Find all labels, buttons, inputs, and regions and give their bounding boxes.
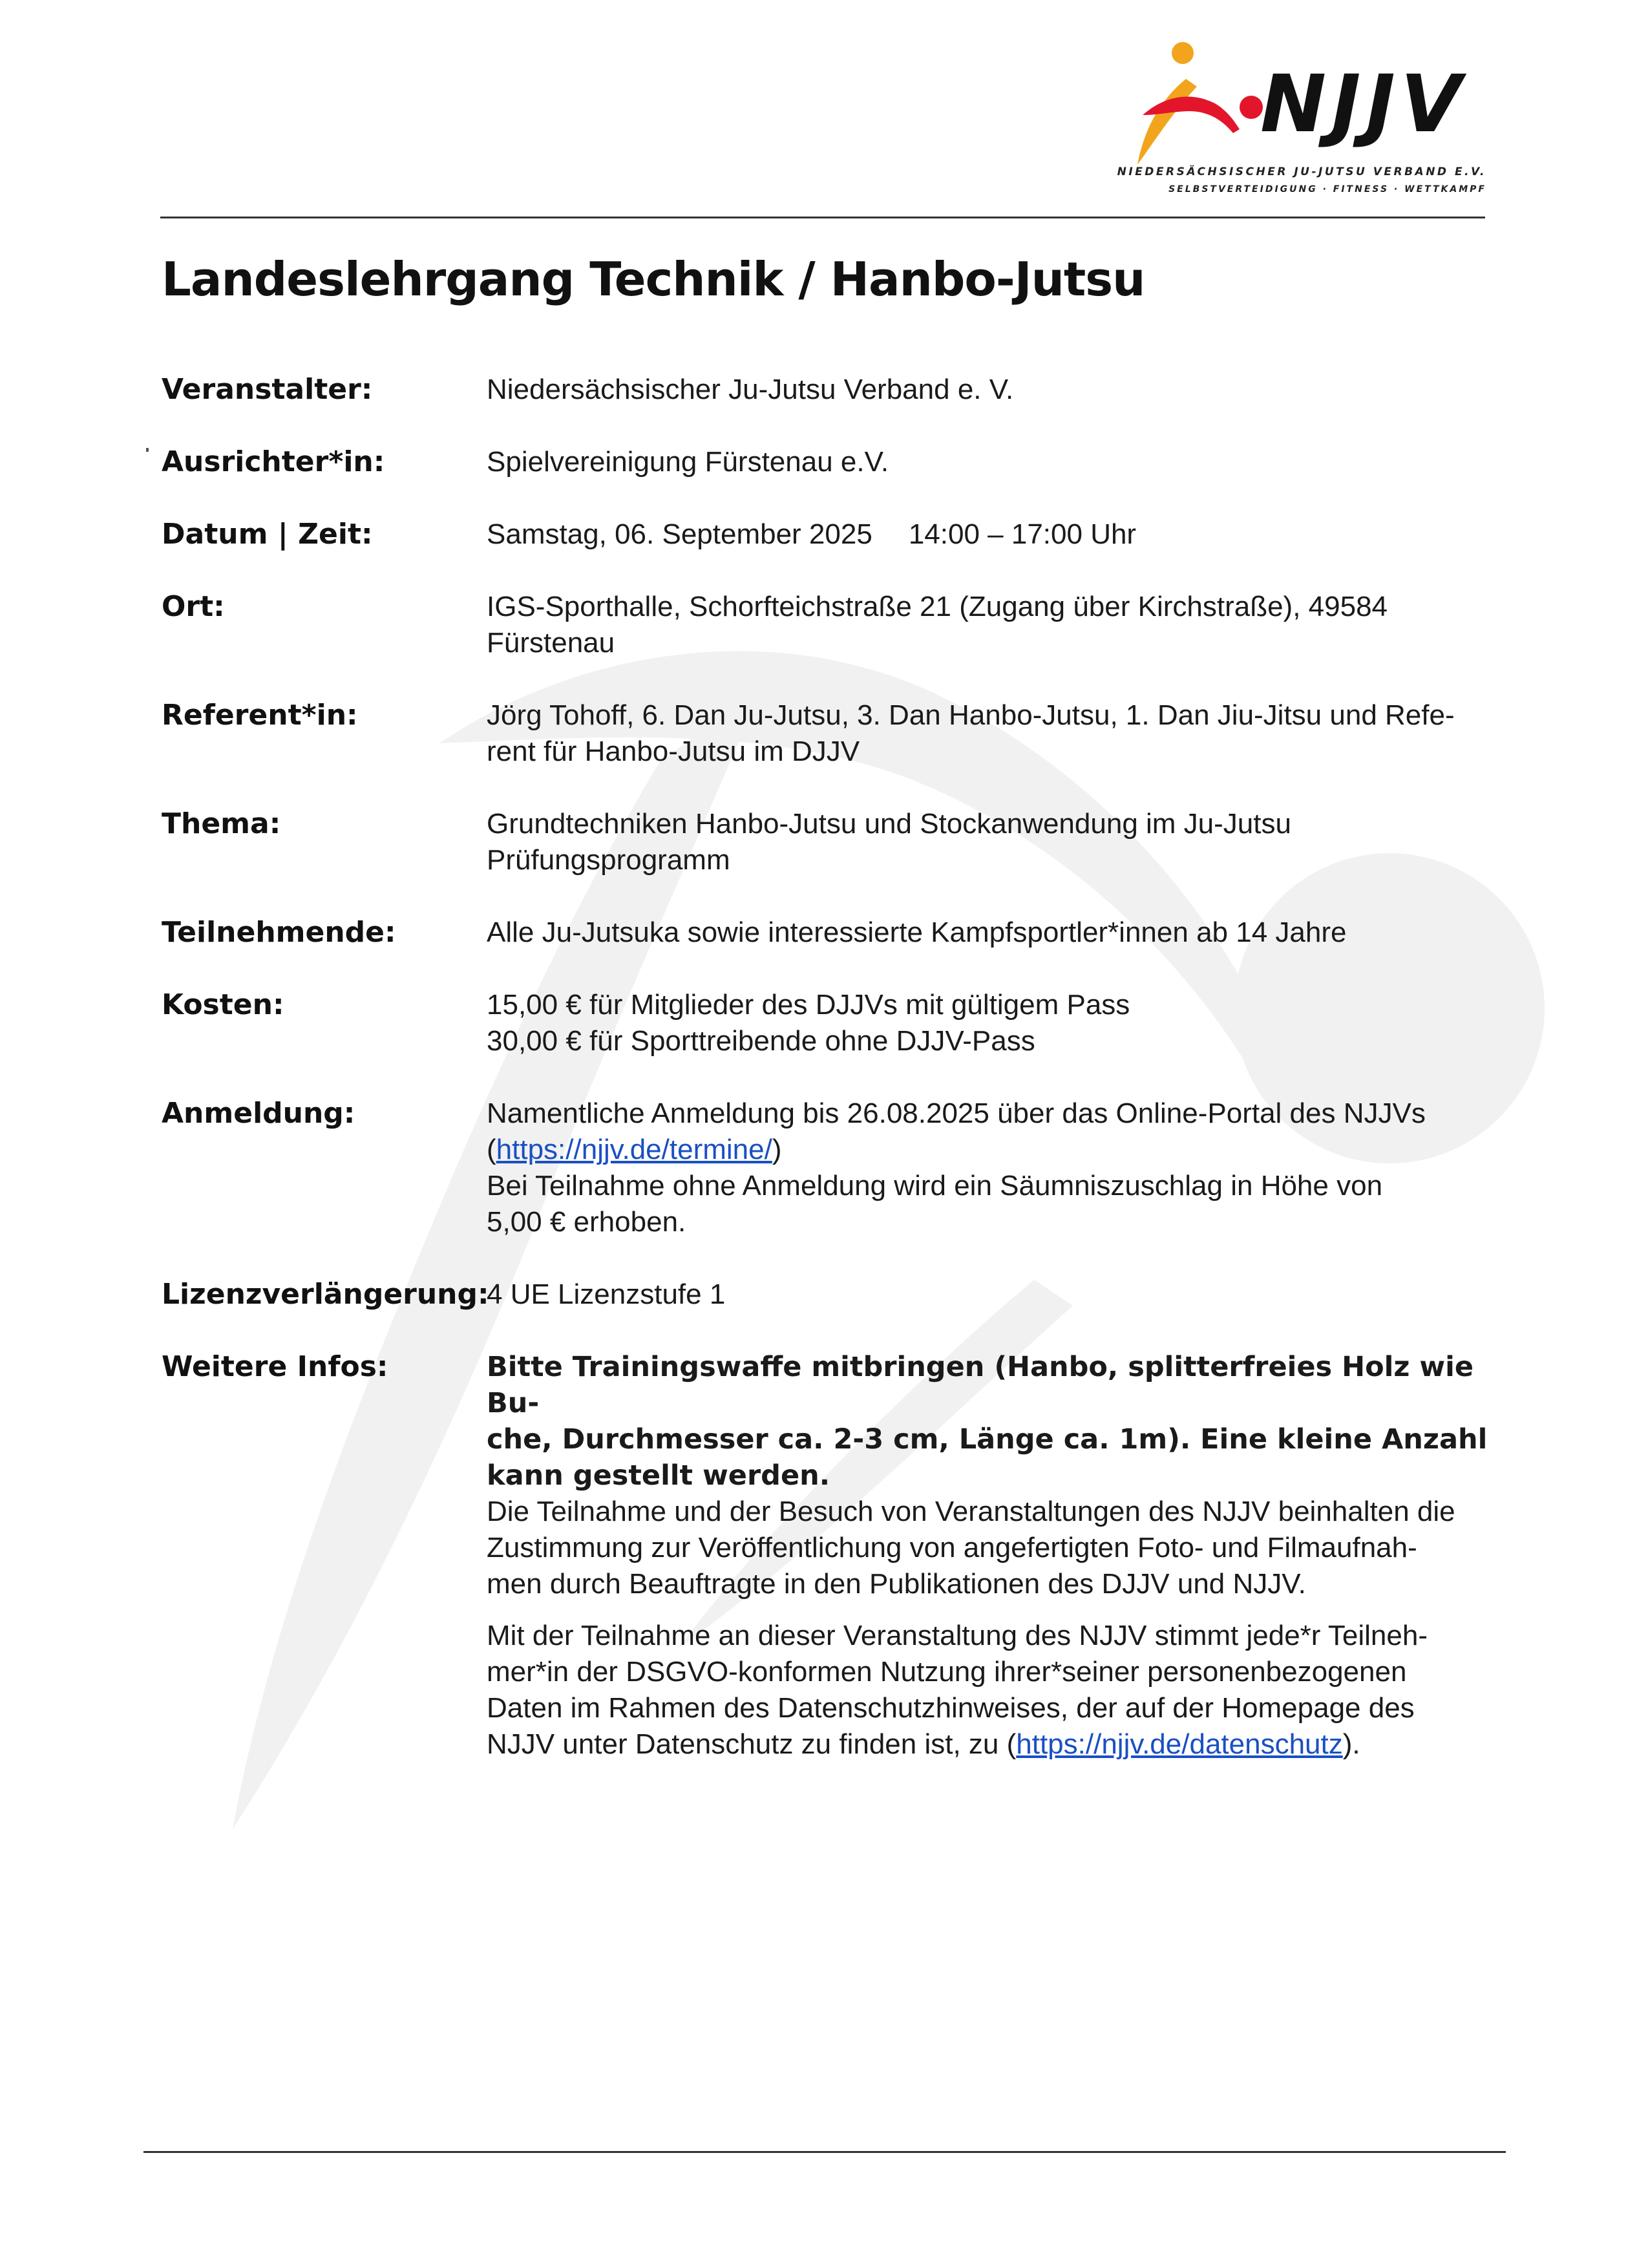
value-datum: [487, 516, 1506, 553]
ju-jutsu-figure-icon: [1125, 39, 1273, 168]
label-datum: Datum | Zeit:: [162, 518, 373, 551]
label-anmeldung: Anmeldung:: [162, 1097, 355, 1130]
value-thema: [487, 806, 1506, 878]
row-referent: [162, 697, 1506, 770]
ort-line: IGS-Sporthalle, Schorfteichstraße 21 (Zugang über Kirchstraße), 49584: [487, 591, 1388, 622]
anmeldung-link-line: [487, 1132, 1506, 1168]
label-veranstalter: Veranstalter:: [162, 373, 373, 406]
row-ort: [162, 589, 1506, 661]
paren-close: ): [772, 1134, 782, 1165]
label-lizenz: Lizenzverlängerung:: [162, 1278, 489, 1311]
row-ausrichter: [162, 444, 1506, 480]
header-divider: [160, 217, 1485, 218]
weitere-bold-line: Bitte Trainingswaffe mitbringen (Hanbo, splitterfreies Holz wie Bu-: [487, 1351, 1474, 1419]
weitere-line: men durch Beauftragte in den Publikationen des DJJV und NJJV.: [487, 1568, 1306, 1600]
page-title: Landeslehrgang Technik / Hanbo-Jutsu: [162, 252, 1145, 306]
weitere-text: ).: [1342, 1728, 1360, 1760]
datenschutz-link[interactable]: https://njjv.de/datenschutz: [1016, 1728, 1343, 1760]
anmeldung-line: Bei Teilnahme ohne Anmeldung wird ein Säumniszuschlag in Höhe von: [487, 1170, 1383, 1202]
label-ausrichter: Ausrichter*in:: [162, 445, 385, 478]
value-anmeldung: [487, 1096, 1506, 1240]
weitere-line: Zustimmung zur Veröffentlichung von angefertigten Foto- und Filmaufnah-: [487, 1532, 1417, 1563]
label-ort: Ort:: [162, 590, 225, 623]
row-veranstalter: [162, 372, 1506, 408]
row-kosten: [162, 987, 1506, 1059]
logo-wordmark: NJJV: [1260, 58, 1467, 150]
weitere-link-line: [487, 1726, 1506, 1763]
label-teilnehmende: Teilnehmende:: [162, 916, 396, 949]
value-ort: [487, 589, 1506, 661]
value-weitere: [487, 1349, 1506, 1763]
kosten-line: 30,00 € für Sporttreibende ohne DJJV-Pass: [487, 1025, 1035, 1057]
termine-link[interactable]: https://njjv.de/termine/: [496, 1134, 772, 1165]
row-anmeldung: [162, 1096, 1506, 1240]
weitere-bold-line: kann gestellt werden.: [487, 1459, 830, 1492]
row-datum: [162, 516, 1506, 553]
weitere-line: Die Teilnahme und der Besuch von Veranstaltungen des NJJV beinhalten die: [487, 1496, 1455, 1527]
value-kosten: [487, 987, 1506, 1059]
weitere-line: Daten im Rahmen des Datenschutzhinweises, der auf der Homepage des: [487, 1692, 1415, 1724]
row-teilnehmende: [162, 915, 1506, 951]
value-teilnehmende: Alle Ju-Jutsuka sowie interessierte Kampfsportler*innen ab 14 Jahre: [487, 917, 1347, 948]
njjv-logo: [1117, 39, 1486, 200]
row-lizenz: [162, 1277, 1506, 1313]
thema-line: Prüfungsprogramm: [487, 844, 730, 876]
referent-line: rent für Hanbo-Jutsu im DJJV: [487, 736, 860, 767]
footer-divider: [143, 2151, 1506, 2153]
logo-association-name: NIEDERSÄCHSISCHER JU-JUTSU VERBAND E.V.: [1117, 165, 1486, 178]
value-ausrichter: Spielvereinigung Fürstenau e.V.: [487, 446, 889, 478]
event-info-table: [162, 372, 1506, 1763]
label-thema: Thema:: [162, 807, 281, 840]
paren-open: (: [487, 1134, 496, 1165]
kosten-line: 15,00 € für Mitglieder des DJJVs mit gültigem Pass: [487, 989, 1130, 1021]
weitere-text: NJJV unter Datenschutz zu finden ist, zu (: [487, 1728, 1017, 1760]
weitere-line: Mit der Teilnahme an dieser Veranstaltung des NJJV stimmt jede*r Teilneh-: [487, 1620, 1428, 1651]
logo-tagline: SELBSTVERTEIDIGUNG · FITNESS · WETTKAMPF: [1168, 184, 1486, 195]
event-time: 14:00 – 17:00 Uhr: [908, 518, 1137, 550]
label-kosten: Kosten:: [162, 988, 284, 1021]
scan-mark: [146, 448, 149, 452]
label-referent: Referent*in:: [162, 699, 358, 732]
anmeldung-line: Namentliche Anmeldung bis 26.08.2025 über das Online-Portal des NJJVs: [487, 1097, 1426, 1129]
thema-line: Grundtechniken Hanbo-Jutsu und Stockanwendung im Ju-Jutsu: [487, 808, 1291, 840]
weitere-line: mer*in der DSGVO-konformen Nutzung ihrer*seiner personenbezogenen: [487, 1656, 1407, 1688]
value-veranstalter: Niedersächsischer Ju-Jutsu Verband e. V.: [487, 374, 1014, 405]
label-weitere: Weitere Infos:: [162, 1350, 388, 1383]
referent-line: Jörg Tohoff, 6. Dan Ju-Jutsu, 3. Dan Hanbo-Jutsu, 1. Dan Jiu-Jitsu und Refe-: [487, 699, 1455, 731]
ort-line: Fürstenau: [487, 627, 615, 659]
anmeldung-line: 5,00 € erhoben.: [487, 1206, 686, 1238]
weitere-bold-line: che, Durchmesser ca. 2-3 cm, Länge ca. 1m). Eine kleine Anzahl: [487, 1423, 1488, 1456]
row-weitere: [162, 1349, 1506, 1763]
value-referent: [487, 697, 1506, 770]
row-thema: [162, 806, 1506, 878]
value-lizenz: 4 UE Lizenzstufe 1: [487, 1278, 726, 1310]
event-date: Samstag, 06. September 2025: [487, 518, 872, 550]
